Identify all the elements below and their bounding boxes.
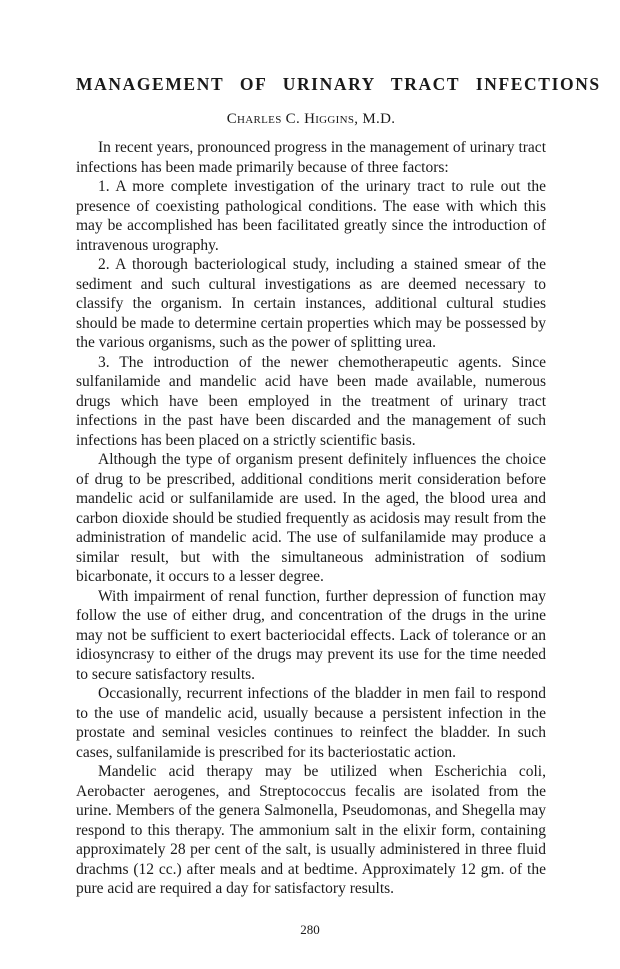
paragraph-intro: In recent years, pronounced progress in the management of urinary tract infections has been made primarily because of three factors: [76, 139, 546, 176]
article-author: Charles C. Higgins, M.D. [226, 111, 396, 127]
paragraph-factor-2: 2. A thorough bacteriological study, including a stained smear of the sediment and such cultural investigations as are deemed necessary to classify the organism. In certain instances, additional cultural studies should be made to determine certain properties which may be possessed by the various organisms, such as the power of splitting urea. [76, 256, 546, 351]
paragraph-recurrent-infections: Occasionally, recurrent infections of the bladder in men fail to respond to the use of mandelic acid, usually because a persistent infection in the prostate and seminal vesicles continues to reinfect the bladder. In such cases, sulfanilamide is prescribed for its bacteriostatic action. [76, 685, 546, 761]
article-body [76, 138, 546, 899]
paragraph-mandelic-therapy: Mandelic acid therapy may be utilized when Escherichia coli, Aerobacter aerogenes, and Streptococcus fecalis are isolated from the urine. Members of the genera Salmonella, Pseudomonas, and Shegella may respond to this therapy. The ammonium salt in the elixir form, containing approximately 28 per cent of the salt, is usually administered in three fluid drachms (12 cc.) after meals and at bedtime. Approximately 12 gm. of the pure acid are required a day for satisfactory results. [76, 763, 546, 897]
paragraph-drug-choice: Although the type of organism present definitely influences the choice of drug to be prescribed, additional conditions merit consideration before mandelic acid or sulfanilamide are used. In the aged, the blood urea and carbon dioxide should be studied frequently as acidosis may result from the administration of mandelic acid. The use of sulfanilamide may produce a similar result, but with the simultaneous administration of sodium bicarbonate, it occurs to a lesser degree. [76, 451, 546, 585]
paragraph-renal-function: With impairment of renal function, further depression of function may follow the use of either drug, and concentration of the drugs in the urine may not be sufficient to exert bacteriocidal effects. Lack of tolerance or an idiosyncrasy to either of the drugs may prevent its use for the time needed to secure satisfactory results. [76, 587, 546, 683]
paragraph-factor-1: 1. A more complete investigation of the urinary tract to rule out the presence of coexisting pathological conditions. The ease with which this may be accomplished has been facilitated greatly since the introduction of intravenous urography. [76, 178, 546, 254]
paragraph-factor-3: 3. The introduction of the newer chemotherapeutic agents. Since sulfanilamide and mandelic acid have been made available, numerous drugs which have been employed in the treatment of urinary tract infections in the past have been discarded and the management of such infections has been placed on a strictly scientific basis. [76, 353, 546, 449]
document-page [0, 74, 620, 969]
page-number: 280 [300, 922, 320, 937]
article-title: MANAGEMENT OF URINARY TRACT INFECTIONS [76, 74, 601, 94]
